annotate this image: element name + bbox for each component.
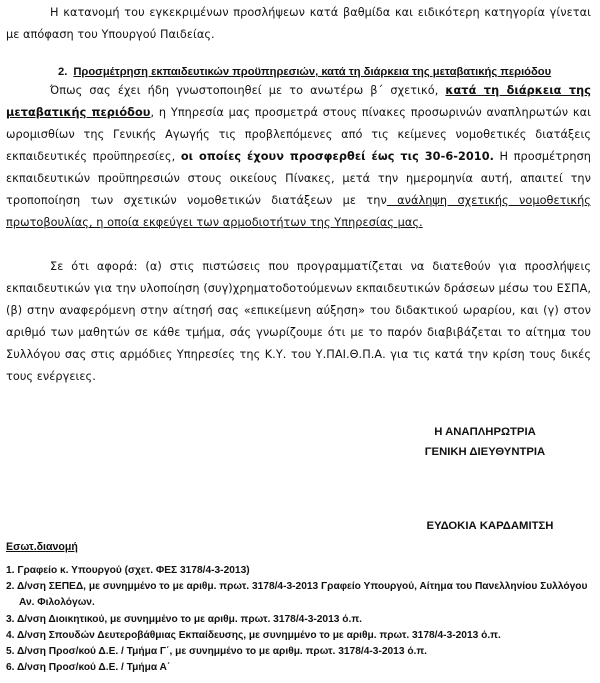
section-number: 2.	[58, 66, 68, 78]
distribution-list	[6, 563, 596, 676]
emphasis-date: οι οποίες έχουν προσφερθεί έως τις 30-6-2010.	[180, 150, 494, 163]
text-run: Όπως σας έχει ήδη γνωστοποιηθεί με το ανωτέρω β΄ σχετικό,	[50, 84, 446, 97]
distribution-item: 4. Δ/νση Σπουδών Δευτεροβάθμιας Εκπαίδευσης, με συνημμένο το με αριθμ. πρωτ. 3178/4-3-2013 ό.π.	[6, 629, 501, 641]
paragraph-section2	[6, 80, 591, 234]
distribution-item: 3. Δ/νση Διοικητικού, με συνημμένο το με αριθμ. πρωτ. 3178/4-3-2013 ό.π.	[6, 613, 362, 625]
section-title: Προσμέτρηση εκπαιδευτικών προϋπηρεσιών, κατά τη διάρκεια της μεταβατικής περιόδου	[73, 66, 552, 78]
distribution-item: 6. Δ/νση Προσ/κού Δ.Ε. / Τμήμα Α΄	[6, 662, 171, 674]
distribution-item: 1. Γραφείο κ. Υπουργού (σχετ. ΦΕΣ 3178/4-3-2013)	[6, 565, 250, 576]
text-run: Η προσμέτρηση εκπαιδευτικών προϋπηρεσιών στους οικείους Πίνακες, μετά την ημερομηνία αυτή, απαιτεί την τροποποίηση των σχετικών νομοθετικών διατάξεων με την	[6, 150, 591, 207]
signature-name: ΕΥΔΟΚΙΑ ΚΑΡΔΑΜΙΤΣΗ	[426, 520, 554, 532]
emphasis-transition-period: κατά τη διάρκεια της μεταβατικής περιόδου	[6, 84, 592, 119]
signature-role-line1: Η ΑΝΑΠΛΗΡΩΤΡΙΑ	[434, 426, 536, 438]
distribution-title: Εσωτ.διανομή	[6, 541, 78, 553]
paragraph-regarding: Σε ότι αφορά: (α) στις πιστώσεις που προγραμματίζεται να διατεθούν για προσλήψεις εκπαιδευτικών για την υλοποίηση (συγ)χρηματοδοτούμενων εκπαιδευτικών δράσεων μέσω του ΕΣΠΑ, (β) στην αναφερόμενη στην αίτησή σας «επικείμενη αύξηση» του διδακτικού ωραρίου, και (γ) στον αριθμό των μαθητών σε κάθε τμήμα, σάς γνωρίζουμε ότι με το παρόν διαβιβάζεται το αίτημα του Συλλόγου σας στις αρμόδιες Υπηρεσίες της Κ.Υ. του Υ.ΠΑΙ.Θ.Π.Α. για τις κατά την κρίση τους δικές τους ενέργειες.	[6, 260, 591, 383]
paragraph-intro: Η κατανομή του εγκεκριμένων προσλήψεων κατά βαθμίδα και ειδικότερη κατηγορία γίνεται με απόφαση του Υπουργού Παιδείας.	[6, 6, 591, 41]
text-run: , η Υπηρεσία μας προσμετρά στους πίνακες προσωρινών αναπληρωτών και ωρομισθίων της Γενικής Αγωγής τις προβλεπόμενες από τις κείμενες νομοθετικές διατάξεις εκπαιδευτικές προϋπηρεσίες,	[6, 106, 591, 163]
signature-role-line2: ΓΕΝΙΚΗ ΔΙΕΥΘΥΝΤΡΙΑ	[424, 446, 546, 458]
emphasis-legislative-initiative: ανάληψη σχετικής νομοθετικής πρωτοβουλίας, η οποία εκφεύγει των αρμοδιοτήτων της Υπηρεσίας μας.	[6, 194, 591, 229]
distribution-item: 5. Δ/νση Προσ/κού Δ.Ε. / Τμήμα Γ΄, με συνημμένο το με αριθμ. πρωτ. 3178/4-3-2013 ό.π.	[6, 646, 428, 658]
section-2-heading	[58, 66, 551, 78]
distribution-item: 2. Δ/νση ΣΕΠΕΔ, με συνημμένο το με αριθμ. πρωτ. 3178/4-3-2013 Γραφείο Υπουργού, Αίτημα του Πανελληνίου Συλλόγου Αν. Φιλολόγων.	[6, 581, 588, 609]
